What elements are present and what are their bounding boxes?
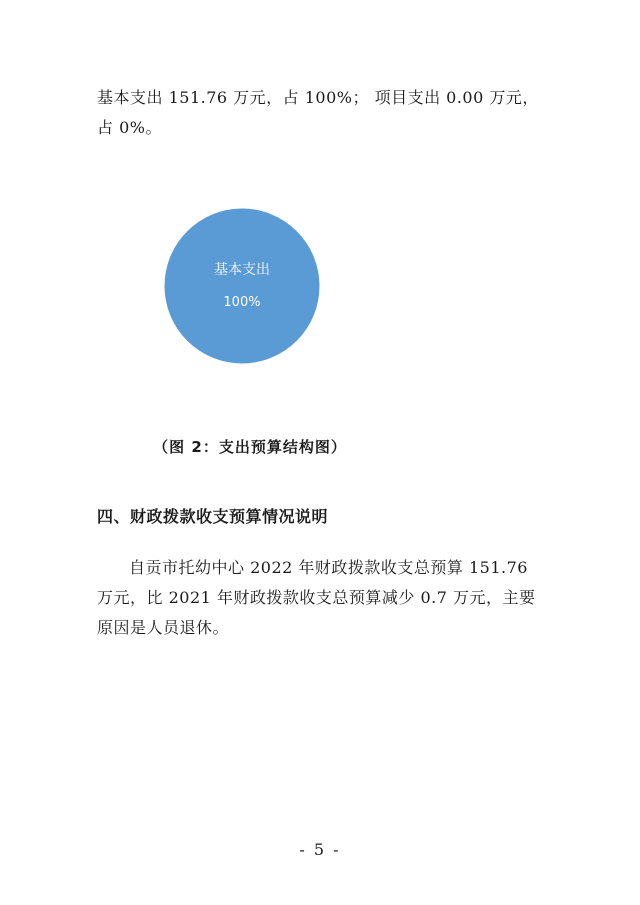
pie-chart-svg <box>150 200 340 375</box>
section-heading: 四、财政拨款收支预算情况说明 <box>97 507 329 526</box>
intro-paragraph: 基本支出 151.76 万元，占 100%； 项目支出 0.00 万元，占 0%。 <box>97 88 539 137</box>
pie-slice <box>164 208 320 364</box>
figure-caption: （图 2：支出预算结构图） <box>153 438 347 456</box>
section-body: 自贡市托幼中心 2022 年财政拨款收支总预算 151.76 万元，比 2021 年财政拨款收支总预算减少 0.7 万元，主要原因是人员退休。 <box>97 558 536 637</box>
pie-slice-value-label: 100% <box>223 295 261 310</box>
pie-slice-label: 基本支出 <box>214 262 270 278</box>
page-number: - 5 - <box>299 840 341 859</box>
expenditure-pie-chart <box>150 200 340 375</box>
